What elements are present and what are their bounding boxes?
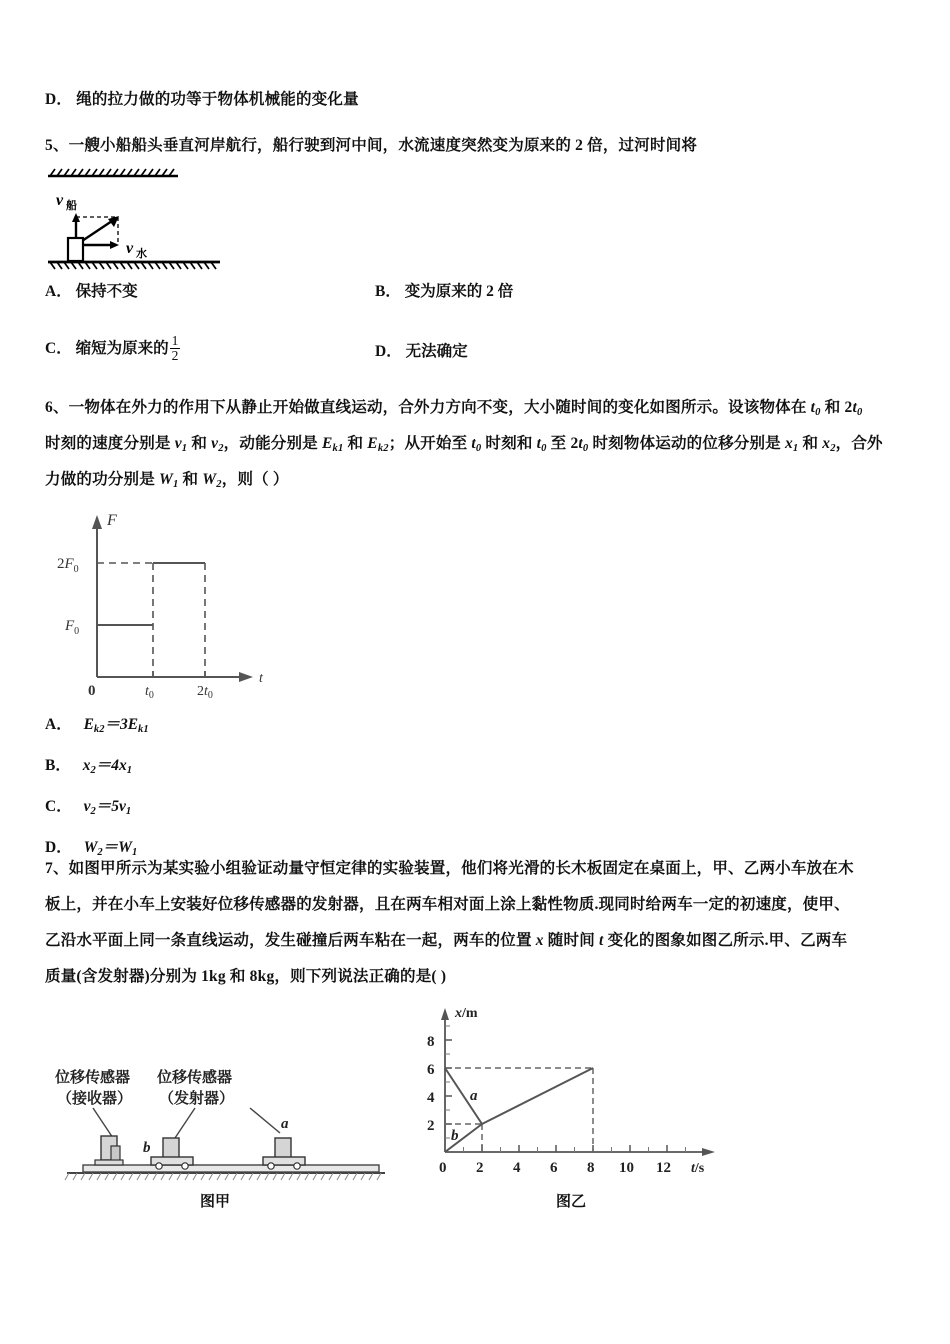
- series-b-label: b: [451, 1128, 459, 1144]
- figure-caption-jia: 图甲: [200, 1194, 231, 1210]
- v-water-label: v: [126, 240, 134, 257]
- receiver-label-line1: 位移传感器: [55, 1069, 131, 1086]
- y-tick-4: 4: [427, 1090, 435, 1106]
- question5-option-b: [375, 279, 513, 301]
- question5-option-d: [375, 339, 468, 361]
- symbol-x2: $x_2$: [822, 435, 836, 454]
- x-tick-2: 2: [476, 1160, 484, 1176]
- question6-option-c: [45, 794, 131, 817]
- question6-option-d: [45, 835, 137, 858]
- v-boat-subscript: 船: [66, 200, 77, 212]
- symbol-t0-fifth: $t_0$: [578, 435, 589, 454]
- t-axis-quantity-label: t/s: [691, 1161, 705, 1176]
- question6-option-a: [45, 712, 149, 735]
- question5-text: 一艘小船船头垂直河岸航行，船行驶到河中间，水流速度突然变为原来的 2 倍，过河时间将: [68, 137, 698, 154]
- series-combined-line: [482, 1068, 593, 1124]
- symbol-x1: $x_1$: [784, 435, 799, 454]
- question4-option-d: D． 绳的拉力做的功等于物体机械能的变化量: [45, 91, 359, 108]
- y-tick-F0: $F_0$: [65, 618, 80, 637]
- x-tick-6: 6: [550, 1160, 558, 1176]
- question6-option-b: [45, 753, 132, 776]
- option-label: D．: [375, 343, 402, 360]
- option-label: D: [45, 91, 57, 108]
- force-time-step-graph: [45, 505, 305, 701]
- force-axis-label: F: [107, 512, 117, 529]
- time-axis-label: t: [259, 671, 263, 686]
- y-tick-6: 6: [427, 1062, 435, 1078]
- question7-stem-line2: [45, 893, 850, 917]
- option-text: 绳的拉力做的功等于物体机械能的变化量: [76, 91, 359, 108]
- option-label: D．: [45, 839, 72, 856]
- series-a-label: a: [470, 1088, 478, 1104]
- option-label: C．: [45, 340, 72, 358]
- option-label: B．: [375, 283, 401, 300]
- option-label: A．: [45, 716, 72, 733]
- option-text: $v_2=5v_1$: [83, 798, 132, 817]
- v-boat-label: v: [56, 192, 64, 209]
- cart-b-label: b: [143, 1140, 151, 1156]
- x-tick-12: 12: [656, 1160, 671, 1176]
- x-tick-t0: $t_0$: [145, 684, 154, 701]
- symbol-x: x: [535, 932, 544, 949]
- v-water-subscript: 水: [136, 248, 147, 260]
- option-text: $E_{k2}=3E_{k1}$: [83, 716, 149, 735]
- symbol-w2: $W_2$: [202, 471, 222, 490]
- question5-number: 5、: [45, 137, 69, 154]
- question7-number: 7、: [45, 860, 69, 877]
- fraction-denominator: 2: [171, 347, 179, 363]
- x-tick-10: 10: [619, 1160, 634, 1176]
- question7-stem-line4: [45, 965, 446, 989]
- question7-text-line1: 如图甲所示为某实验小组验证动量守恒定律的实验装置，他们将光滑的长木板固定在桌面上，甲、乙两小车放在木: [68, 860, 854, 877]
- symbol-w1: $W_1$: [158, 471, 179, 490]
- symbol-t0-third: $t_0$: [471, 435, 482, 454]
- question6-text-a: 一物体在外力的作用下从静止开始做直线运动，合外力方向不变，大小随时间的变化如图所示。设该物体在: [68, 399, 811, 416]
- x-tick-0: 0: [88, 683, 96, 699]
- y-tick-8: 8: [427, 1034, 435, 1050]
- question7-text-line4: 质量(含发射器)分别为 1kg 和 8kg，则下列说法正确的是( ): [45, 968, 447, 985]
- emitter-label-line2: （发射器）: [159, 1090, 235, 1107]
- option-text: 变为原来的 2 倍: [404, 283, 514, 300]
- x-axis-quantity-label: x/m: [455, 1006, 478, 1021]
- momentum-conservation-apparatus: [45, 1060, 405, 1210]
- question6-number: 6、: [45, 399, 69, 416]
- symbol-t0-first: $t_0$: [810, 399, 821, 418]
- fraction-one-half: [170, 334, 181, 363]
- option-text: $x_2=4x_1$: [82, 757, 133, 776]
- emitter-label-line1: 位移传感器: [157, 1069, 233, 1086]
- question5-option-a: [45, 279, 138, 301]
- question5-stem: [45, 134, 697, 158]
- question7-stem-line3: 乙沿水平面上同一条直线运动，发生碰撞后两车粘在一起，两车的位置 x 随时间 t 变化的图象如图乙所示.甲、乙两车: [45, 932, 848, 949]
- figure-caption-yi: 图乙: [556, 1194, 587, 1210]
- symbol-ek1: $E_{k1}$: [321, 435, 344, 454]
- question7-stem-line1: [45, 857, 854, 881]
- option-label: A．: [45, 283, 72, 300]
- fraction-numerator: 1: [171, 333, 179, 348]
- option-text: 保持不变: [75, 283, 138, 300]
- option-label: C．: [45, 798, 72, 815]
- question6-stem-line1: 6、一物体在外力的作用下从静止开始做直线运动，合外力方向不变，大小随时间的变化如图所示。设该物体在 $t_0$ 和 $2t_0$: [45, 399, 863, 418]
- symbol-v2: $v_2$: [211, 435, 224, 454]
- option-label: B．: [45, 757, 71, 774]
- y-tick-2F0: $2F_0$: [57, 556, 79, 575]
- question5-option-c: [45, 334, 181, 363]
- question7-text-line2: 板上，并在小车上安装好位移传感器的发射器，且在两车相对面上涂上黏性物质.现同时给两车一定的初速度，使甲、: [45, 896, 850, 913]
- option-text: $W_2=W_1$: [83, 839, 138, 858]
- receiver-label-line2: （接收器）: [57, 1090, 133, 1107]
- option-text: 无法确定: [405, 343, 468, 360]
- x-tick-2t0: $2t_0$: [197, 684, 213, 701]
- cart-a-label: a: [281, 1116, 289, 1132]
- x-tick-0: 0: [439, 1160, 447, 1176]
- question6-stem-line3: 力做的功分别是 $W_1$ 和 $W_2$，则（ ）: [45, 471, 289, 490]
- y-tick-2: 2: [427, 1118, 435, 1134]
- position-time-collision-graph: [415, 1000, 735, 1185]
- x-tick-4: 4: [513, 1160, 521, 1176]
- symbol-ek2: $E_{k2}$: [367, 435, 389, 454]
- symbol-t0-fourth: $t_0$: [536, 435, 547, 454]
- question6-stem-line2: 时刻的速度分别是 $v_1$ 和 $v_2$，动能分别是 $E_{k1}$ 和 $E_{k2}$；从开始至 $t_0$ 时刻和 $t_0$ 至 $2t_0$ 时刻物体运动的位移分别是 $x_1$ 和 $x_2$，合外: [45, 435, 883, 454]
- symbol-v1: $v_1$: [174, 435, 188, 454]
- x-tick-8: 8: [587, 1160, 595, 1176]
- symbol-t: t: [599, 932, 604, 949]
- boat-crossing-river-diagram: [40, 160, 270, 270]
- option-text: 缩短为原来的: [75, 340, 169, 358]
- symbol-t0-second: $t_0$: [852, 399, 863, 418]
